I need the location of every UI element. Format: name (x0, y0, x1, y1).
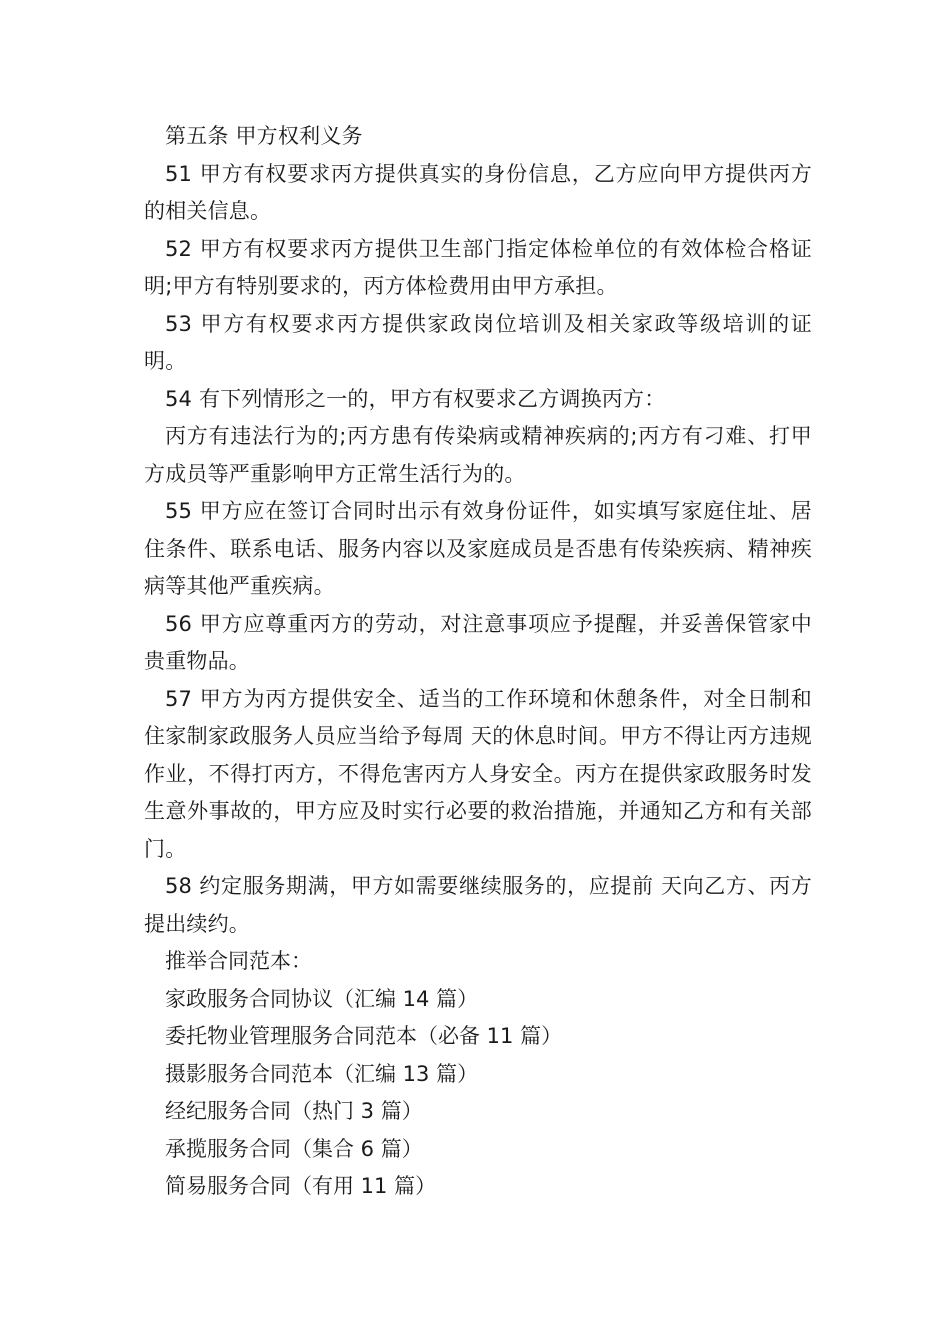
recommend-link[interactable]: 摄影服务合同范本（汇编 13 篇） (165, 1061, 479, 1086)
clause-5-1: 51 甲方有权要求丙方提供真实的身份信息，乙方应向甲方提供丙方的相关信息。 (144, 161, 812, 223)
recommend-link[interactable]: 经纪服务合同（热门 3 篇） (165, 1099, 423, 1123)
clause-5-2: 52 甲方有权要求丙方提供卫生部门指定体检单位的有效体检合格证明;甲方有特别要求的，丙方体检费用由甲方承担。 (144, 236, 812, 298)
clause-5-5: 55 甲方应在签订合同时出示有效身份证件，如实填写家庭住址、居住条件、联系电话、服务内容以及家庭成员是否患有传染疾病、精神疾病等其他严重疾病。 (144, 499, 812, 598)
recommend-link[interactable]: 委托物业管理服务合同范本（必备 11 篇） (165, 1024, 563, 1048)
recommend-link[interactable]: 承揽服务合同（集合 6 篇） (165, 1136, 423, 1161)
clause-5-8: 58 约定服务期满，甲方如需要继续服务的，应提前 天向乙方、丙方提出续约。 (144, 874, 812, 936)
recommend-title: 推举合同范本： (165, 949, 312, 973)
clause-5-3: 53 甲方有权要求丙方提供家政岗位培训及相关家政等级培训的证明。 (144, 311, 812, 373)
clause-5-4-conditions: 丙方有违法行为的;丙方患有传染病或精神疾病的;丙方有刁难、打甲方成员等严重影响甲方正常生活行为的。 (144, 424, 812, 486)
clause-5-6: 56 甲方应尊重丙方的劳动，对注意事项应予提醒，并妥善保管家中贵重物品。 (144, 611, 812, 673)
section-heading: 第五条 甲方权利义务 (165, 124, 363, 148)
clause-5-7: 57 甲方为丙方提供安全、适当的工作环境和休憩条件，对全日制和住家制家政服务人员应当给予每周 天的休息时间。甲方不得让丙方违规作业，不得打丙方，不得危害丙方人身安全。丙方在提供家政服务时发生意外事故的，甲方应及时实行必要的救治措施，并通知乙方和有关部门。 (144, 686, 812, 861)
clause-5-4: 54 有下列情形之一的，甲方有权要求乙方调换丙方： (165, 386, 666, 411)
document-body (144, 118, 812, 1206)
recommend-link[interactable]: 简易服务合同（有用 11 篇） (165, 1174, 437, 1198)
recommend-link[interactable]: 家政服务合同协议（汇编 14 篇） (165, 986, 479, 1011)
